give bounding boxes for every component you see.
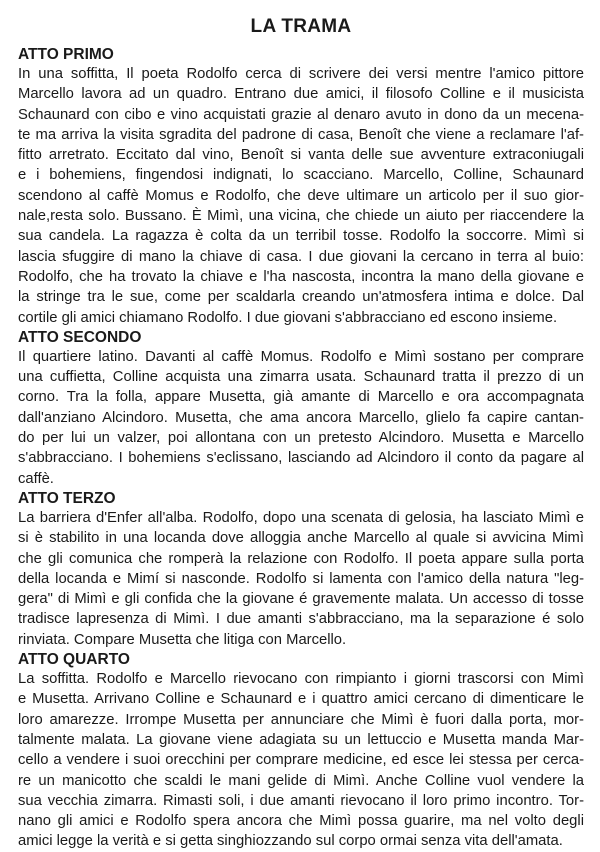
text-line: scendono al caffè Momus e Rodolfo, che deve ultimare un articolo per il suo gior- [18, 187, 584, 204]
text-line: re un manicotto che scaldi le mani gelide di Mimì. Anche Colline vuol vendere la [18, 772, 584, 789]
act-section-primo [18, 45, 584, 328]
text-line: caffè. [18, 470, 54, 487]
text-line: amici legge la verità e si getta singhiozzando sul corpo ormai senza vita dell'amata. [18, 833, 563, 850]
text-line: sua candela. La ragazza è colta da un terribil tosse. Rodolfo la soccorre. Mimì si [18, 228, 584, 245]
text-line: talmente malata. La giovane viene adagiata su un lettuccio e Musetta manda Mar- [18, 731, 584, 748]
act-heading: ATTO QUARTO [18, 651, 130, 669]
act-section-terzo [18, 489, 584, 650]
text-line: Schaunard con cibo e vino acquistati grazie al denaro avuto in dono da un mecena- [18, 106, 584, 123]
text-line: te ma arriva la visita sgradita del padrone di casa, Benoît che viene a reclamare l'af- [18, 126, 584, 143]
act-text [18, 347, 584, 489]
text-line: cello a vendere i suoi orecchini per comprare medicine, ed esce lei stessa per cerca- [18, 752, 584, 769]
text-line: cortile gli amici chiamano Rodolfo. I due giovani s'abbracciano ed escono insieme. [18, 309, 558, 326]
text-line: loro amarezze. Irrompe Musetta per annunciare che Mimì è fuori dalla porta, mor- [18, 711, 584, 728]
text-line: Marcello lavora ad un quadro. Entrano due amici, il filosofo Colline e il musicista [18, 86, 584, 103]
text-line: si è stabilito in una locanda dove alloggia anche Marcello al quale si avvicina Mimì [18, 530, 584, 547]
page-title: LA TRAMA [250, 16, 352, 37]
text-line: e Musetta. Arrivano Colline e Schaunard e i quattro amici cercano di dimenticare le [18, 691, 584, 708]
text-line: do per lui un valzer, poi allontana con un pretesto Alcindoro. Musetta e Marcello [18, 430, 584, 447]
document-page [18, 14, 584, 852]
act-heading: ATTO SECONDO [18, 328, 142, 346]
act-text [18, 64, 584, 328]
text-line: nale,resta solo. Bussano. È Mimì, una vicina, che chiede un aiuto per riaccendere la [18, 208, 584, 225]
text-line: s'abbracciano. I bohemiens s'eclissano, lasciando ad Alcindoro il conto da pagare al [18, 450, 584, 467]
text-line: gera" di Mimì e gli confida che la giovane é gravemente malata. Un accesso di tosse [18, 591, 584, 608]
act-text [18, 508, 584, 650]
text-line: fitto arretrato. Eccitato dal vino, Benoît si vanta delle sue avventure extraconiugali [18, 147, 584, 164]
text-line: tradisce lapresenza di Mimì. I due amanti s'abbracciano, ma la separazione é solo [18, 611, 584, 628]
text-line: La soffitta. Rodolfo e Marcello rievocano con rimpianto i giorni trascorsi con Mimì [18, 671, 584, 688]
text-line: In una soffitta, Il poeta Rodolfo cerca di scrivere dei versi mentre l'amico pittore [18, 66, 584, 82]
text-line: e i bohemiens, fingendosi indignati, lo scacciano. Marcello, Colline, Schaunard [18, 167, 584, 184]
text-line: La barriera d'Enfer all'alba. Rodolfo, dopo una scenata di gelosia, ha lasciato Mimì e [18, 509, 584, 526]
act-heading: ATTO PRIMO [18, 46, 114, 63]
text-line: della locanda e Mimí si nasconde. Rodolfo si lamenta con l'amico della natura "leg- [18, 570, 584, 587]
text-line: dall'anziano Alcindoro. Musetta, che ama ancora Marcello, glielo fa capire cantan- [18, 409, 584, 426]
text-line: Rodolfo, che ha trovato la chiave e l'ha nascosta, incontra la mano della giovane e [18, 268, 584, 285]
act-text [18, 669, 584, 852]
text-line: rinviata. Compare Musetta che litiga con Marcello. [18, 631, 347, 648]
text-line: corno. Tra la folla, appare Musetta, già amante di Marcello e ora accompagnata [18, 389, 584, 406]
act-section-secondo [18, 328, 584, 489]
text-line: Il quartiere latino. Davanti al caffè Momus. Rodolfo e Mimì sostano per comprare [18, 348, 584, 365]
text-line: la stringe tra le sue, come per scaldarla creando un'atmosfera intima e dolce. Dal [18, 289, 584, 306]
text-line: lascia sfuggire di mano la chiave di casa. I due giovani la cercano in terra al buio: [18, 248, 584, 265]
text-line: sua vecchia zimarra. Rimasti soli, i due amanti rievocano il loro primo incontro. Tor- [18, 792, 584, 809]
act-section-quarto [18, 650, 584, 852]
text-line: nano gli amici e Rodolfo spera ancora che Mimì possa guarire, ma nel volto degli [18, 813, 584, 830]
text-line: una cuffietta, Colline acquista una zimarra usata. Schaunard tratta il prezzo di un [18, 369, 584, 386]
act-heading: ATTO TERZO [18, 489, 116, 507]
text-line: che gli comunica che romperà la relazione con Rodolfo. Il poeta appare sulla porta [18, 550, 584, 567]
